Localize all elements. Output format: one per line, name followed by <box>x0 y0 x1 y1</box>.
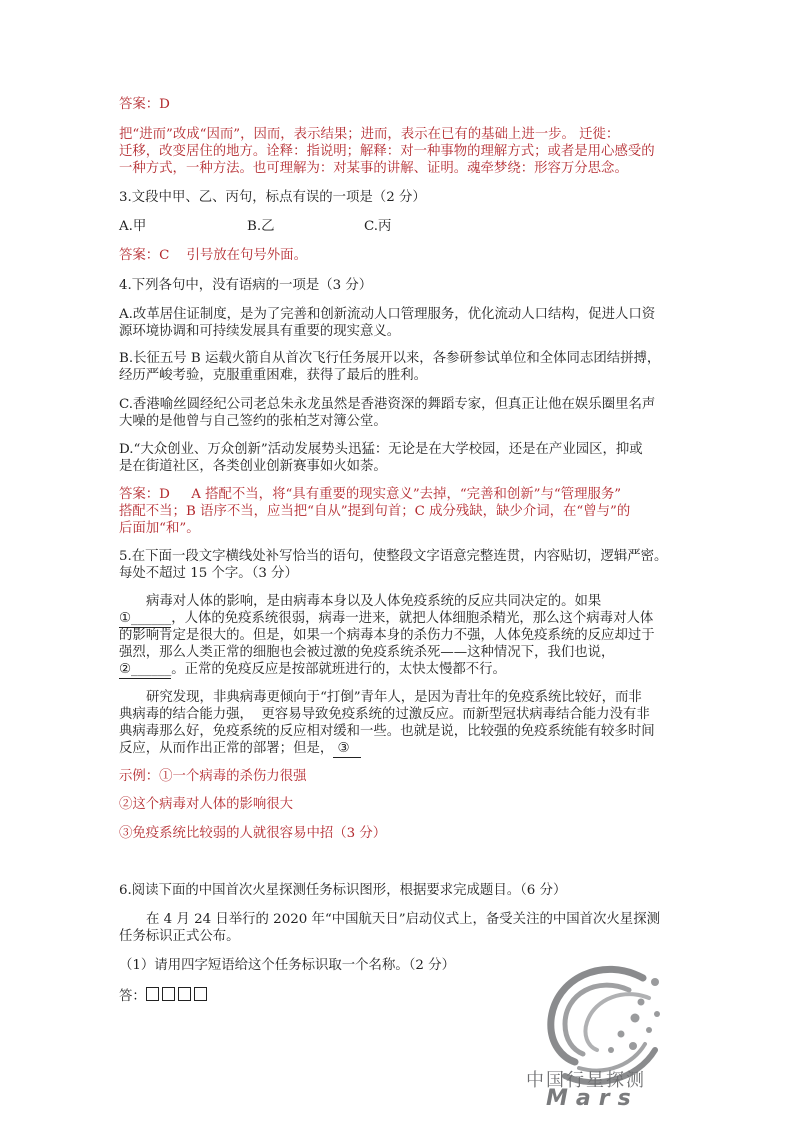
q4-answer-line: 搭配不当；B 语序不当，应当把“自从”提到句首；C 成分残缺，缺少介词，在“曾与”的 <box>119 504 631 519</box>
q4-option-d-line: D.“大众创业、万众创新”活动发展势头迅猛：无论是在大学校园，还是在产业园区，抑或 <box>119 442 643 457</box>
q5-passage-line: 典病毒的结合能力强， 更容易导致免疫系统的过激反应。而新型冠状病毒结合能力没有非 <box>119 707 650 722</box>
q5-passage-line: 典病毒那么好，免疫系统的反应相对缓和一些。也就是说，比较强的免疫系统能有较多时间 <box>119 724 655 739</box>
answer-label: 答： <box>119 989 146 1004</box>
q5-stem-line: 每处不超过 15 个字。（3 分） <box>119 566 298 581</box>
q2-answer-label: 答案：D <box>119 97 170 112</box>
blank-2[interactable]: ②______ <box>119 662 172 677</box>
q4-answer-line: 后面加“和”。 <box>119 521 200 536</box>
q6-subquestion-1: （1）请用四字短语给这个任务标识取一个名称。（2 分） <box>119 958 455 973</box>
q5-passage-line: ②______。正常的免疫反应是按部就班进行的，太快太慢都不行。 <box>119 662 506 677</box>
q3-stem: 3.文段中甲、乙、丙句，标点有误的一项是（2 分） <box>119 190 426 205</box>
q3-option-c: C.丙 <box>364 219 392 234</box>
q6-answer-line <box>119 987 210 1005</box>
q5-answer-line: ②这个病毒对人体的影响很大 <box>119 797 294 812</box>
q2-explanation-line: 迁移，改变居住的地方。诠释：指说明；解释：对一种事物的理解方式；或者是用心感受的 <box>119 144 655 159</box>
blank-1[interactable]: ①______ <box>119 611 172 626</box>
answer-box[interactable] <box>146 987 159 1001</box>
q5-passage-line: 反应，从而作出正常的部署；但是， ③ <box>119 740 361 758</box>
q5-passage-line: ①______，人体的免疫系统很弱，病毒一进来，就把人体细胞杀精光，那么这个病毒对人体 <box>119 611 654 626</box>
q5-answer-line: 示例：①一个病毒的杀伤力很强 <box>119 769 307 784</box>
q5-stem-line: 5.在下面一段文字横线处补写恰当的语句，使整段文字语意完整连贯，内容贴切，逻辑严密。 <box>119 549 668 564</box>
q5-passage-line: 的影响肯定是很大的。但是，如果一个病毒本身的杀伤力不强，人体免疫系统的反应却过于 <box>119 628 655 643</box>
q4-option-b-line: 经历严峻考验，克服重重困难，获得了最后的胜利。 <box>119 368 427 383</box>
q5-answer-line: ③免疫系统比较弱的人就很容易中招（3 分） <box>119 826 387 841</box>
answer-box[interactable] <box>194 987 207 1001</box>
logo-title-en: Mars <box>546 1086 639 1111</box>
q4-option-d-line: 是在街道社区，各类创业创新赛事如火如荼。 <box>119 459 387 474</box>
q4-option-a-line: 源环境协调和可持续发展具有重要的现实意义。 <box>119 324 401 339</box>
answer-box[interactable] <box>162 987 175 1001</box>
q3-option-b: B.乙 <box>247 219 275 234</box>
q5-passage-line: 强烈，那么人类正常的细胞也会被过激的免疫系统杀死——这种情况下，我们也说， <box>119 645 615 660</box>
q4-answer-line: 答案：D A 搭配不当，将“具有重要的现实意义”去掉，“完善和创新”与“管理服务” <box>119 487 622 502</box>
q4-option-c-line: 大噪的是他曾与自己签约的张柏芝对簿公堂。 <box>119 414 387 429</box>
q5-passage-line: 病毒对人体的影响，是由病毒本身以及人体免疫系统的反应共同决定的。如果 <box>146 594 602 609</box>
q3-option-a: A.甲 <box>119 219 147 234</box>
blank-3[interactable]: ③ <box>333 740 361 758</box>
q4-option-c-line: C.香港喻丝圆经纪公司老总朱永龙虽然是香港资深的舞蹈专家，但真正让他在娱乐圈里名声 <box>119 397 656 412</box>
q2-explanation-line: 一种方式，一种方法。也可理解为：对某事的讲解、证明。魂牵梦绕：形容万分思念。 <box>119 161 628 176</box>
q4-option-a-line: A.改革居住证制度，是为了完善和创新流动人口管理服务，优化流动人口结构，促进人口资 <box>119 307 656 322</box>
logo-title-cn: 中国行星探测 <box>526 1070 646 1091</box>
answer-box[interactable] <box>178 987 191 1001</box>
q4-stem: 4.下列各句中，没有语病的一项是（3 分） <box>119 278 373 293</box>
q3-answer: 答案：C 引号放在句号外面。 <box>119 248 307 263</box>
q6-intro-line: 在 4 月 24 日举行的 2020 年“中国航天日”启动仪式上，备受关注的中国首次火星探测 <box>146 912 660 927</box>
q5-passage-line: 研究发现，非典病毒更倾向于“打倒”青年人，是因为青壮年的免疫系统比较好，而非 <box>146 690 642 705</box>
q6-intro-line: 任务标识正式公布。 <box>119 929 240 944</box>
q4-option-b-line: B.长征五号 B 运载火箭自从首次飞行任务展开以来，各参研参试单位和全体同志团结拼搏， <box>119 351 661 366</box>
q2-explanation-line: 把“进而”改成“因而”，因而，表示结果；进而，表示在已有的基础上进一步。 迁徙： <box>119 127 620 142</box>
q6-stem: 6.阅读下面的中国首次火星探测任务标识图形，根据要求完成题目。（6 分） <box>119 883 567 898</box>
